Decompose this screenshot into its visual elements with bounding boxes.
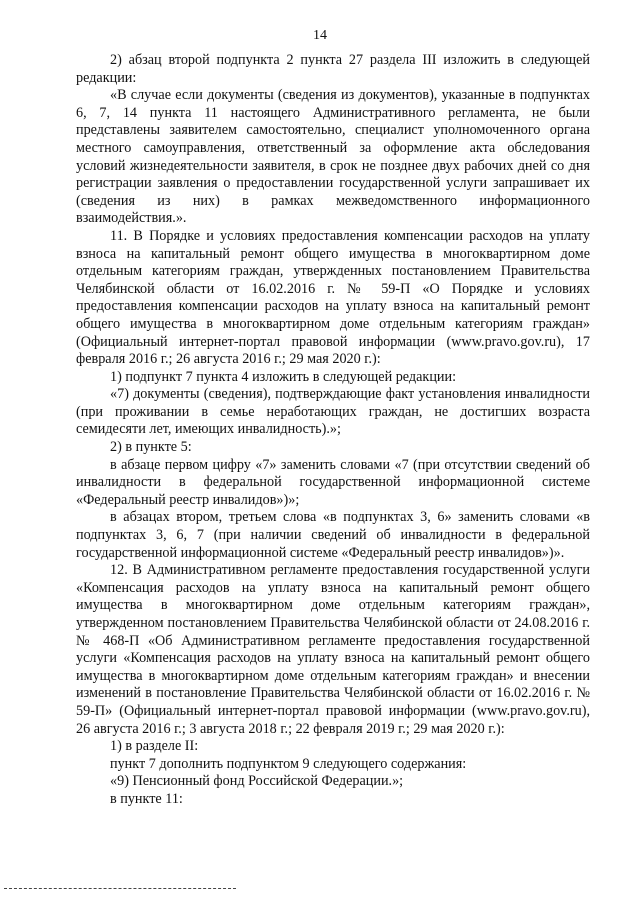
paragraph-item-11: 11. В Порядке и условиях предоставления компенсации расходов на уплату взноса на капитальный ремонт общего имущества в многоквартирном доме отдельным категориям граждан, утвержденных постановлением Правительства Челябинской области от 16.02.2016 г. № 59-П «О Порядке и условиях предоставления компенсации расходов на уплату взноса на капитальный ремонт общего имущества в многоквартирном доме отдельным категориям граждан» (Официальный интернет-портал правовой информации (www.pravo.gov.ru), 17 февраля 2016 г.; 26 августа 2016 г.; 29 мая 2020 г.):: [76, 227, 590, 368]
paragraph-subitem-2: 2) в пункте 5:: [110, 439, 192, 456]
paragraph-quote-interagency: «В случае если документы (сведения из документов), указанные в подпунктах 6, 7, 14 пункта 11 настоящего Административного регламента, не были представлены заявителем самостоятельно, специалист уполномоченного органа местного самоуправления, ответственный за оформление акта обследования условий жизнедеятельности заявителя, в срок не позднее двух рабочих дней со дня регистрации заявления о предоставлении государственной услуги запрашивает их (сведения из них) в рамках межведомственного информационного взаимодействия.».: [76, 87, 590, 227]
paragraph-subitem-1: 1) подпункт 7 пункта 4 изложить в следующей редакции:: [110, 368, 457, 385]
paragraph-second-third-abzac: в абзацах втором, третьем слова «в подпунктах 3, 6» заменить словами «в подпунктах 3, 6, 7 (при наличии сведений об инвалидности в федеральной государственной информационной системе «Федеральный реестр инвалидов»)».: [76, 509, 590, 561]
paragraph-first-abzac: в абзаце первом цифру «7» заменить словами «7 (при отсутствии сведений об инвалидности в федеральной государственной информационной системе «Федеральный реестр инвалидов»)»;: [76, 456, 590, 508]
paragraph-item-12: 12. В Административном регламенте предоставления государственной услуги «Компенсация расходов на уплату взноса на капитальный ремонт общего имущества в многоквартирном доме отдельным категориям граждан», утвержденном постановлением Правительства Челябинской области от 24.08.2016 г. № 468-П «Об Административном регламенте предоставления государственной услуги «Компенсация расходов на уплату взноса на капитальный ремонт общего имущества в многоквартирном доме отдельным категориям граждан» и внесении изменений в постановление Правительства Челябинской области от 16.02.2016 г. № 59-П» (Официальный интернет-портал правовой информации (www.pravo.gov.ru), 26 августа 2016 г.; 3 августа 2018 г.; 22 февраля 2019 г.; 29 мая 2020 г.):: [76, 562, 590, 737]
paragraph-quote-disability: «7) документы (сведения), подтверждающие факт установления инвалидности (при проживании в семье неработающих граждан, не достигших возраста семидесяти лет, имеющих инвалидность).»;: [76, 386, 590, 438]
footer-divider: [4, 888, 236, 889]
document-body: [76, 52, 590, 809]
paragraph-point-7: пункт 7 дополнить подпунктом 9 следующего содержания:: [110, 755, 467, 772]
paragraph-quote-pension-fund: «9) Пенсионный фонд Российской Федерации.»;: [110, 773, 404, 790]
page-number: 14: [313, 28, 327, 43]
paragraph-amend-2: 2) абзац второй подпункта 2 пункта 27 раздела III изложить в следующей редакции:: [76, 52, 590, 86]
paragraph-point-11: в пункте 11:: [110, 790, 183, 807]
paragraph-section-2: 1) в разделе II:: [110, 738, 199, 755]
